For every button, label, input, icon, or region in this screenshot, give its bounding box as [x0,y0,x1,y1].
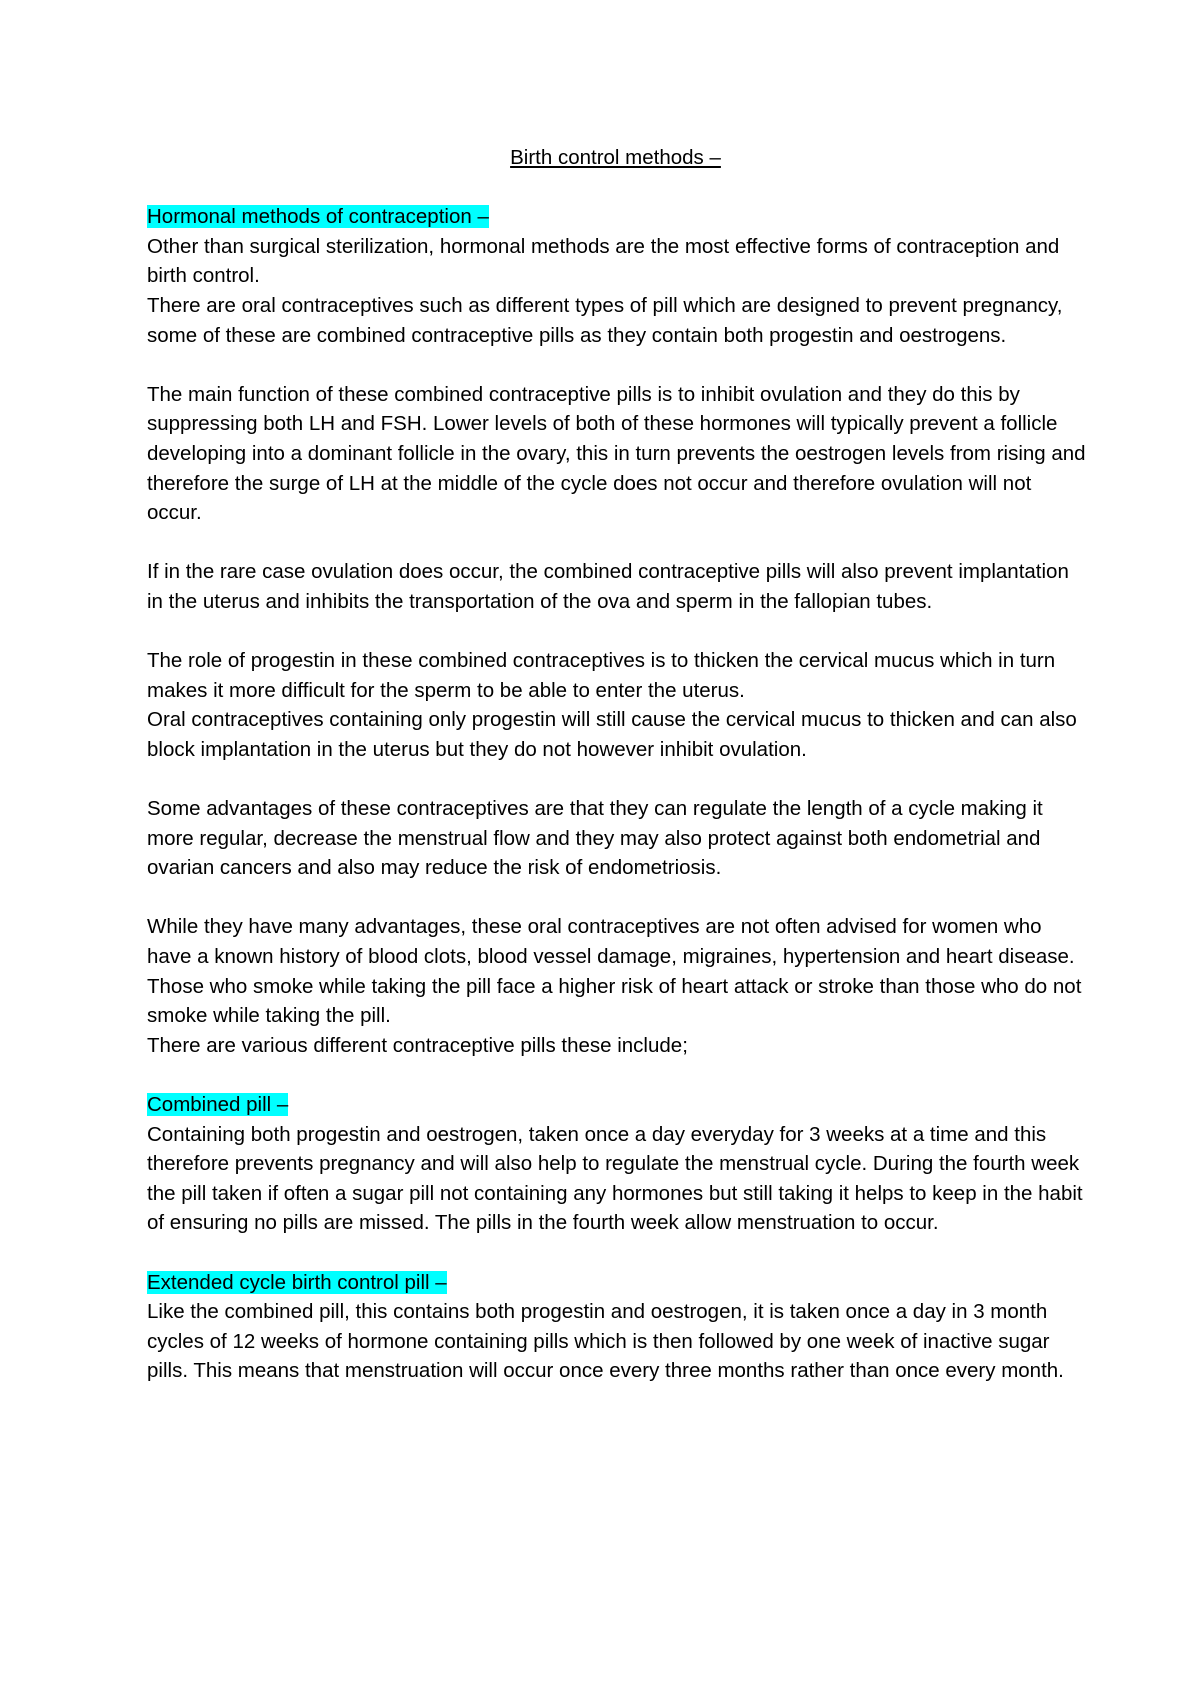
paragraph: Some advantages of these contraceptives are that they can regulate the length of a cycle making it more regular, decrease the menstrual flow and they may also protect against both endometrial and ovarian cancers and also may reduce the risk of endometriosis. [147,797,1043,880]
highlighted-heading-text: Combined pill – [147,1093,289,1116]
paragraph: If in the rare case ovulation does occur, the combined contraceptive pills will also prevent implantation in the uterus and inhibits the transportation of the ova and sperm in the fallopian tubes. [147,560,1069,613]
paragraph: There are various different contraceptive pills these include; [147,1033,688,1057]
section-heading-combined-pill [147,1090,1087,1120]
section-heading-hormonal-methods [147,202,1087,232]
paragraph: Like the combined pill, this contains both progestin and oestrogen, it is taken once a day in 3 month cycles of 12 weeks of hormone containing pills which is then followed by one week of inactive sugar pills. This means that menstruation will occur once every three months rather than once every month. [147,1300,1064,1383]
highlighted-heading-text: Extended cycle birth control pill – [147,1270,447,1294]
paragraph: Oral contraceptives containing only progestin will still cause the cervical mucus to thicken and can also block implantation in the uterus but they do not however inhibit ovulation. [147,708,1077,761]
document-page [147,143,1087,1386]
paragraph: The role of progestin in these combined contraceptives is to thicken the cervical mucus which in turn makes it more difficult for the sperm to be able to enter the uterus. [147,649,1056,702]
section-heading-extended-cycle-pill [147,1268,1087,1298]
highlighted-heading-text: Hormonal methods of contraception – [147,205,489,229]
paragraph: While they have many advantages, these oral contraceptives are not often advised for women who have a known history of blood clots, blood vessel damage, migraines, hypertension and heart disease. Those who smoke while taking the pill face a higher risk of heart attack or stroke than those who do not smoke while taking the pill. [147,915,1082,1028]
paragraph: Other than surgical sterilization, hormonal methods are the most effective forms of contraception and birth control. [147,234,1060,288]
paragraph: The main function of these combined contraceptive pills is to inhibit ovulation and they do this by suppressing both LH and FSH. Lower levels of both of these hormones will typically prevent a follicle developing into a dominant follicle in the ovary, this in turn prevents the oestrogen levels from rising and therefore the surge of LH at the middle of the cycle does not occur and therefore ovulation will not occur. [147,382,1086,525]
paragraph: There are oral contraceptives such as different types of pill which are designed to prevent pregnancy, some of these are combined contraceptive pills as they contain both progestin and oestrogens. [147,293,1063,347]
document-title: Birth control methods – [510,146,721,169]
paragraph: Containing both progestin and oestrogen, taken once a day everyday for 3 weeks at a time and this therefore prevents pregnancy and will also help to regulate the menstrual cycle. During the fourth week the pill taken if often a sugar pill not containing any hormones but still taking it helps to keep in the habit of ensuring no pills are missed. The pills in the fourth week allow menstruation to occur. [147,1122,1083,1235]
